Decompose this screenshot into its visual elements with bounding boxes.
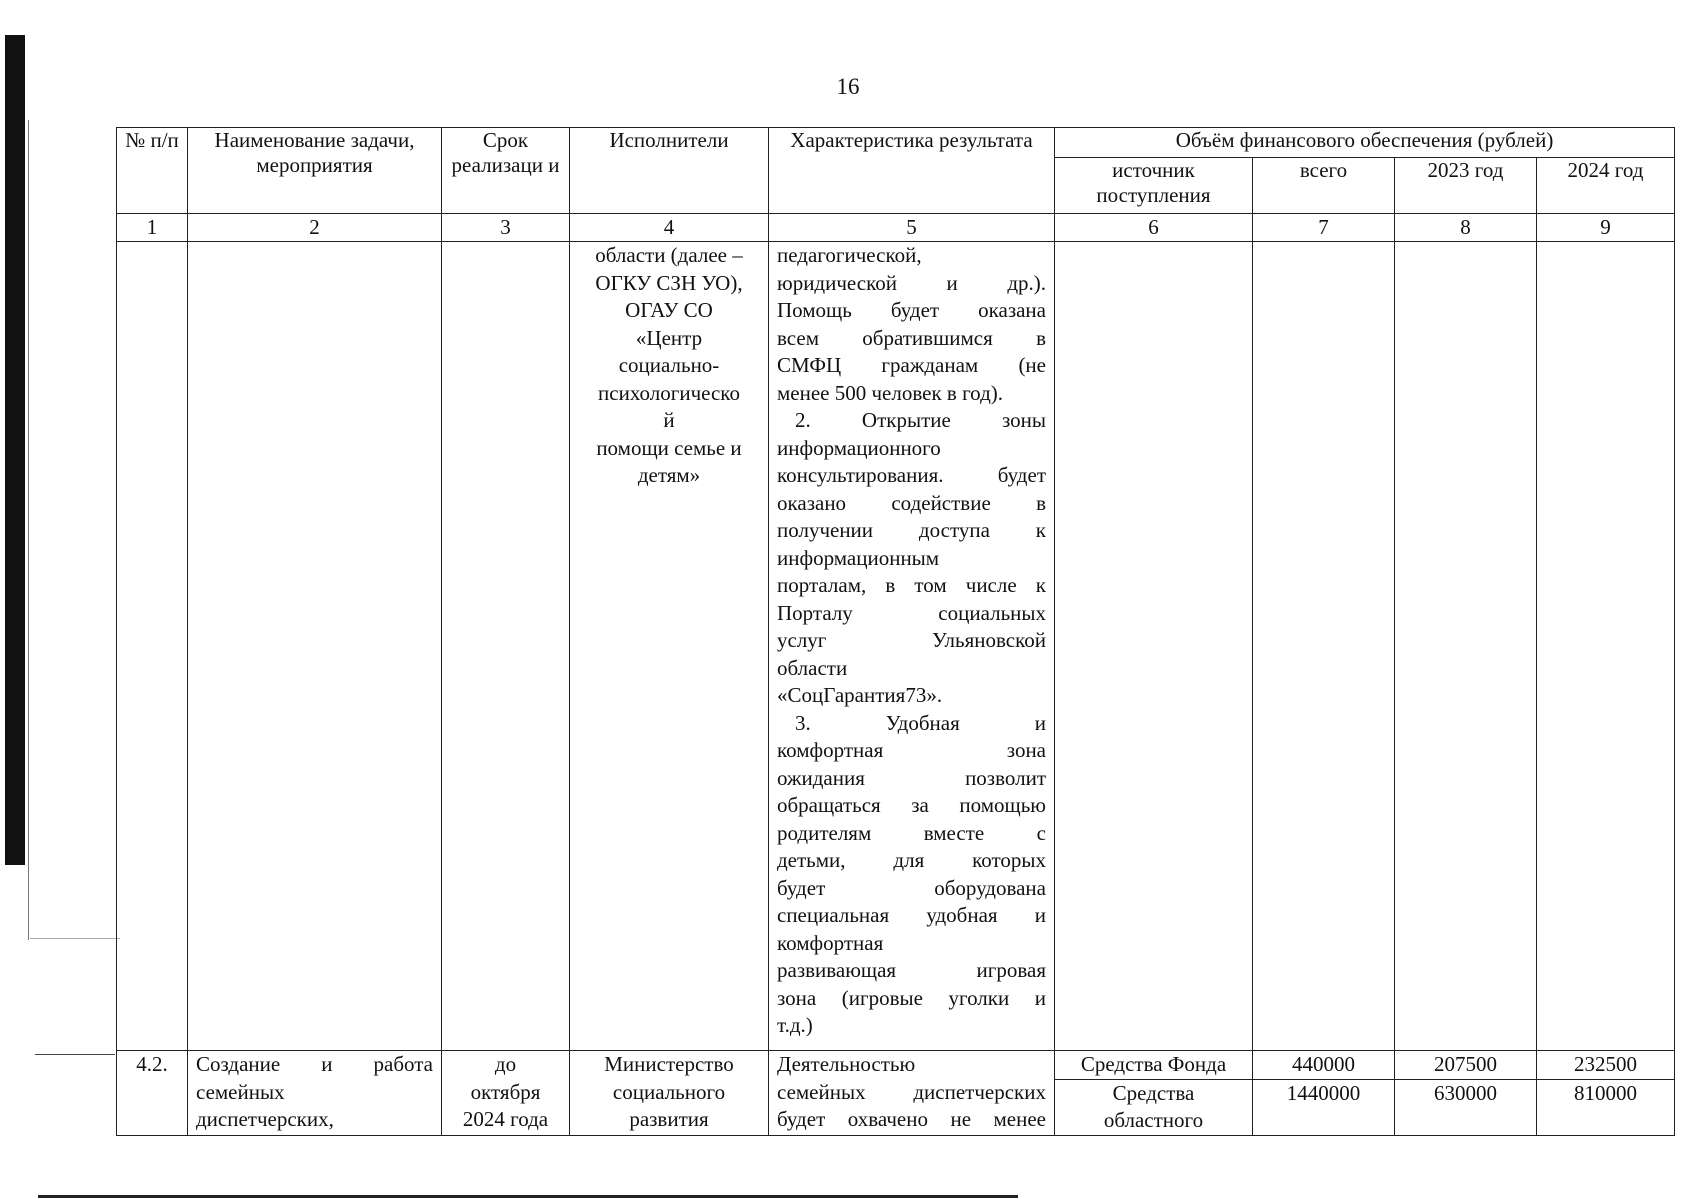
term-line: октября [470,1079,541,1104]
result-line: 3. Удобная и [795,710,1046,735]
header-name: Наименование задачи, мероприятия [188,128,442,214]
scan-artifact-line [30,938,120,939]
result-line: т.д.) [777,1013,813,1037]
financing-table [116,127,1675,1136]
executors-line: помощи семье и [596,435,742,460]
result-line: детьми, для которых [777,848,1046,872]
result-line: развивающая игровая [777,958,1046,982]
result-line: услуг Ульяновской [777,628,1046,652]
cell-funding-2023: 207500 [1395,1051,1537,1080]
cell-2024-empty [1537,242,1675,1051]
header-2023: 2023 год [1395,158,1537,214]
task-name-line: диспетчерских, [196,1107,334,1131]
cell-funding-total: 440000 [1253,1051,1395,1080]
header-total: всего [1253,158,1395,214]
result-line: СМФЦ гражданам (не [777,353,1046,377]
result-line: получении доступа к [777,518,1046,542]
executors-line: развития [629,1107,709,1131]
cell-executors [570,242,769,1051]
column-number: 4 [570,214,769,242]
cell-task-name [188,1051,442,1136]
result-line: менее 500 человек в год). [777,380,1003,405]
column-number: 3 [442,214,570,242]
result-line: консультирования. будет [777,463,1046,487]
executors-line: социально- [618,353,720,377]
cell-funding-source: Средства областного [1055,1079,1253,1135]
result-line: Помощь будет оказана [777,298,1046,322]
header-num: № п/п [117,128,188,214]
column-number: 6 [1055,214,1253,242]
cell-total-empty [1253,242,1395,1051]
scan-bottom-line [38,1195,1018,1198]
scan-fold-line [28,120,29,940]
result-line: юридической и др.). [777,270,1046,295]
cell-num-empty [117,242,188,1051]
header-result: Характеристика результата [769,128,1055,214]
executors-line: детям» [637,463,701,487]
result-line: комфортная зона [777,738,1046,762]
header-2024: 2024 год [1537,158,1675,214]
column-number-row [117,214,1675,242]
result-line: порталам, в том числе к [777,573,1046,597]
cell-funding-2024: 232500 [1537,1051,1675,1080]
cell-name-empty [188,242,442,1051]
cell-funding-source: Средства Фонда [1055,1051,1253,1080]
cell-funding-2023: 630000 [1395,1079,1537,1135]
header-source: источник поступления [1055,158,1253,214]
table-row-continuation [117,242,1675,1051]
page-number: 16 [836,74,860,99]
cell-2023-empty [1395,242,1537,1051]
result-line: семейных диспетчерских [777,1079,1046,1104]
executors-line: й [663,408,675,432]
header-executors: Исполнители [570,128,769,214]
cell-result [769,1051,1055,1136]
result-line: комфортная [777,930,884,955]
header-term: Срок реализаци и [442,128,570,214]
result-line: Порталу социальных [777,600,1046,625]
result-line: родителям вместе с [777,820,1046,845]
executors-line: Министерство [604,1052,734,1076]
executors-line: ОГКУ СЗН УО), [595,270,743,295]
result-line: области [777,655,848,680]
cell-result [769,242,1055,1051]
scan-edge-shadow [5,35,25,865]
executors-line: социального [612,1079,726,1104]
column-number: 9 [1537,214,1675,242]
column-number: 2 [188,214,442,242]
scan-artifact-line [35,1054,115,1055]
result-line: зона (игровые уголки и [777,985,1046,1010]
cell-funding-2024: 810000 [1537,1079,1675,1135]
executors-line: ОГАУ СО [625,298,713,322]
task-name-line: Создание и работа [196,1052,433,1076]
result-line: информационным [777,545,940,570]
column-number: 5 [769,214,1055,242]
result-line: педагогической, [777,243,922,267]
cell-source-empty [1055,242,1253,1051]
column-number: 8 [1395,214,1537,242]
cell-row-number: 4.2. [117,1051,188,1136]
result-line: обращаться за помощью [777,793,1046,817]
result-line: оказано содействие в [777,490,1046,515]
term-line: до [494,1052,517,1076]
result-line: Деятельностью [777,1052,916,1076]
result-line: 2. Открытие зоны [795,408,1046,432]
executors-line: области (далее – [595,243,743,267]
cell-executors [570,1051,769,1136]
header-row [117,128,1675,158]
column-number: 1 [117,214,188,242]
term-line: 2024 года [462,1107,549,1131]
result-line: будет оборудована [777,875,1046,900]
task-name-line: семейных [196,1079,285,1104]
result-line: специальная удобная и [777,903,1046,927]
cell-term [442,1051,570,1136]
result-line: будет охвачено не менее [777,1107,1046,1131]
executors-line: психологическо [598,380,740,405]
table-row-4-2 [117,1051,1675,1080]
result-line: всем обратившимся в [777,325,1046,350]
header-funding-group: Объём финансового обеспечения (рублей) [1055,128,1675,158]
executors-line: «Центр [635,325,703,350]
cell-funding-total: 1440000 [1253,1079,1395,1135]
cell-term-empty [442,242,570,1051]
result-line: ожидания позволит [777,765,1046,790]
result-line: «СоцГарантия73». [777,683,943,707]
result-line: информационного [777,435,941,460]
column-number: 7 [1253,214,1395,242]
